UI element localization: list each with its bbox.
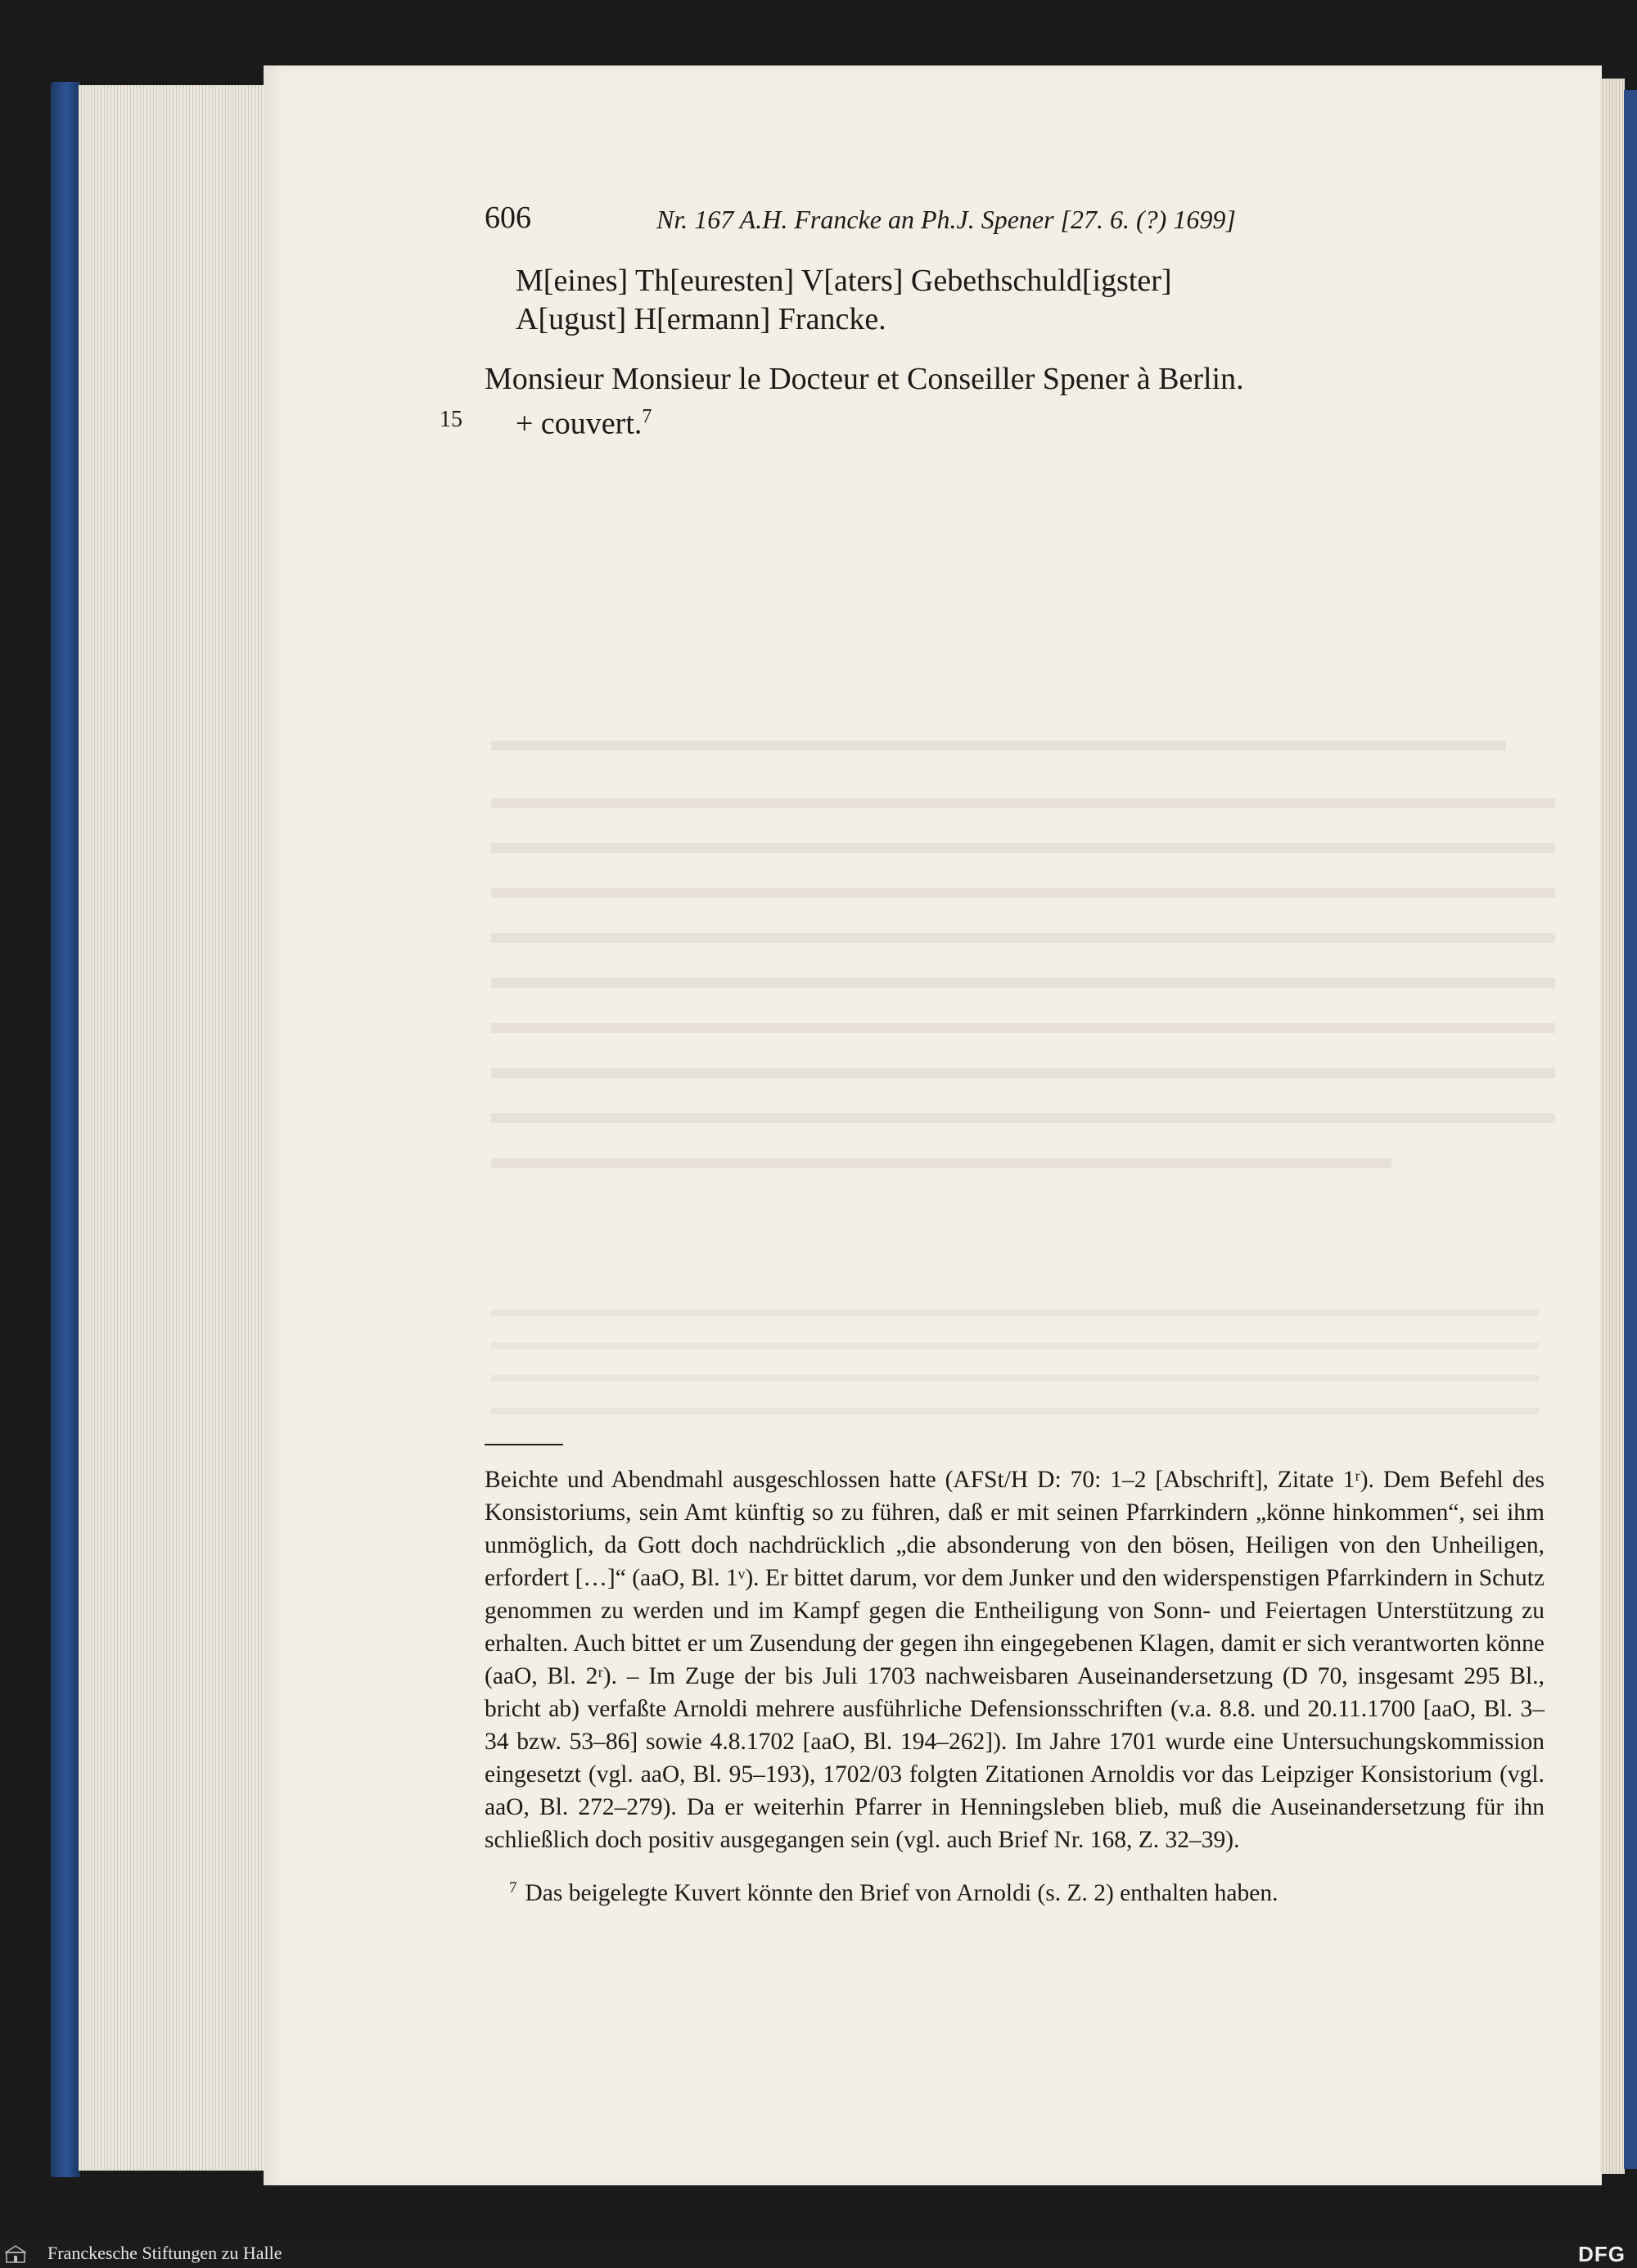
enclosure-line [516,398,652,443]
footer-institution: Franckesche Stiftungen zu Halle [47,2243,282,2263]
institution-logo-icon [5,2244,26,2264]
footnote-block [485,1463,1545,1856]
footnote-7 [509,1879,1278,1907]
footnote-7-text: Das beigelegte Kuvert könnte den Brief von Arnoldi (s. Z. 2) enthalten haben. [525,1880,1278,1906]
book-cover-right [1624,90,1637,2169]
dfg-logo: DFG [1578,2242,1626,2266]
footnote-ref-7: 7 [642,406,652,427]
book-cover-left [51,82,80,2177]
running-header [485,200,1303,241]
footer-bar [0,2239,1637,2268]
page-edge-stack [79,85,267,2171]
page-edge-right [1600,79,1625,2174]
signature-line-1: M[eines] Th[euresten] V[aters] Gebethschuld[igster] [516,264,1172,298]
running-head-title: Nr. 167 A.H. Francke an Ph.J. Spener [27. 6. (?) 1699] [656,205,1236,234]
enclosure-text: + couvert. [516,406,643,441]
footnote-7-number: 7 [509,1879,517,1896]
address-line: Monsieur Monsieur le Docteur et Conseiller Spener à Berlin. [485,362,1244,396]
line-number-15: 15 [440,407,462,432]
signature-line-2: A[ugust] H[ermann] Francke. [516,302,886,336]
page-number: 606 [485,201,531,235]
footnote-rule [485,1444,563,1445]
footnote-continuation: Beichte und Abendmahl ausgeschlossen hatte (AFSt/H D: 70: 1–2 [Abschrift], Zitate 1ʳ). Dem Befehl des Konsistoriums, sein Amt künftig so zu führen, daß er mit seinen Pfarrkindern „könne hinkommen“, sei ihm unmöglich, da Gott doch nachdrücklich „die absonderung von den bösen, Heiligen von den Unheiligen, erfordert […]“ (aaO, Bl. 1ᵛ). Er bittet darum, vor dem Junker und den widerspenstigen Pfarrkindern in Schutz genommen zu werden und im Kampf gegen die Entheiligung von Sonn- und Feiertagen Unterstützung zu erhalten. Auch bittet er um Zusendung der gegen ihn eingegebenen Klagen, damit er sich verantworten könne (aaO, Bl. 2ʳ). – Im Zuge der bis Juli 1703 nachweisbaren Auseinandersetzung (D 70, insgesamt 295 Bl., bricht ab) verfaßte Arnoldi mehrere ausführliche Defensionsschriften (v.a. 8.8. und 20.11.1700 [aaO, Bl. 3–34 bzw. 53–86] sowie 4.8.1702 [aaO, Bl. 194–262]). Im Jahre 1701 wurde eine Untersuchungskommission eingesetzt (vgl. aaO, Bl. 95–193), 1702/03 folgten Zitationen Arnoldis vor das Leipziger Konsistorium (vgl. aaO, Bl. 272–279). Da er weiterhin Pfarrer in Henningsleben blieb, muß die Auseinandersetzung für ihn schließlich doch positiv ausgegangen sein (vgl. auch Brief Nr. 168, Z. 32–39). [485,1467,1545,1853]
